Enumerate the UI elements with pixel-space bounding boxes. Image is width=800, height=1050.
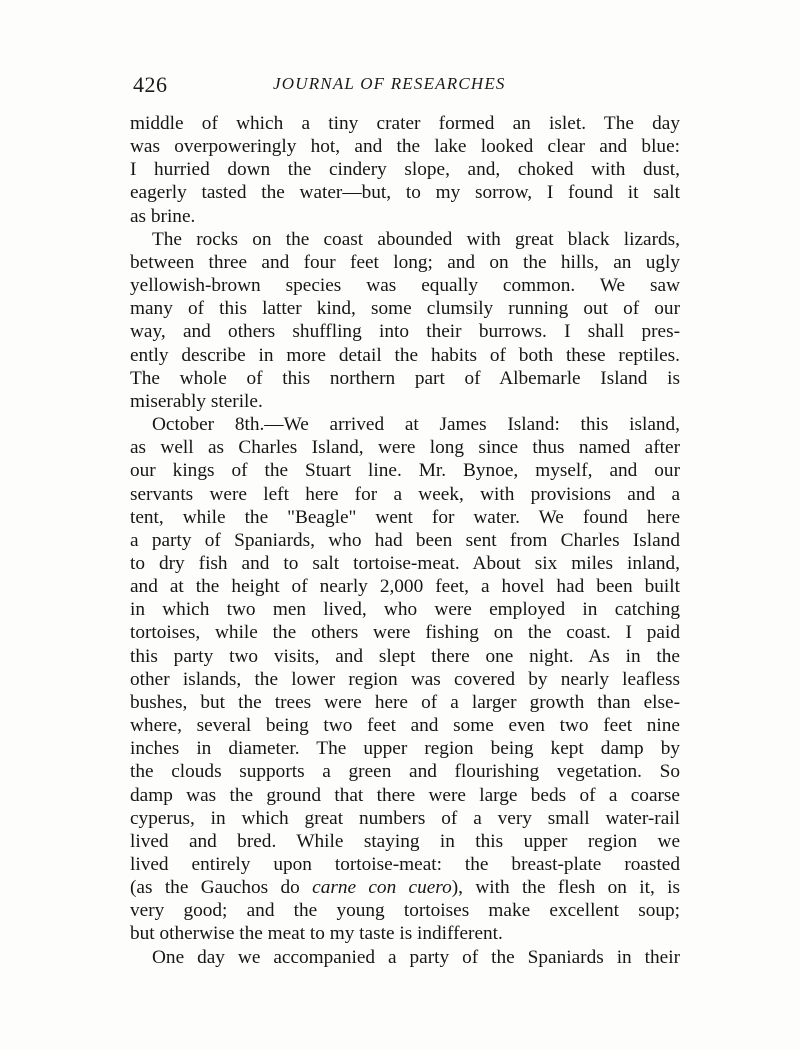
- text-line: One day we accompanied a party of the Spaniards in their: [152, 946, 680, 968]
- text-line: way, and others shuffling into their burrows. I shall pres-: [130, 321, 680, 343]
- running-head: JOURNAL OF RESEARCHES: [273, 74, 506, 93]
- text-line: very good; and the young tortoises make excellent soup;: [130, 900, 680, 922]
- text-line: I hurried down the cindery slope, and, choked with dust,: [130, 159, 680, 181]
- text-line: a party of Spaniards, who had been sent from Charles Island: [130, 529, 680, 551]
- text-line: miserably sterile.: [130, 390, 263, 412]
- text-line: servants were left here for a week, with provisions and a: [130, 483, 680, 505]
- text-line: between three and four feet long; and on the hills, an ugly: [130, 251, 680, 273]
- text-line: lived entirely upon tortoise-meat: the breast-plate roasted: [130, 854, 680, 875]
- text-line: many of this latter kind, some clumsily running out of our: [130, 298, 680, 320]
- text-line: and at the height of nearly 2,000 feet, a hovel had been built: [130, 576, 680, 598]
- text-line: as well as Charles Island, were long since thus named after: [130, 437, 680, 459]
- paragraph: [130, 413, 680, 946]
- text-line: tent, while the "Beagle" went for water. We found here: [130, 506, 680, 528]
- text-line: as brine.: [130, 205, 196, 227]
- text-line: but otherwise the meat to my taste is indifferent.: [130, 923, 503, 945]
- text-line: the clouds supports a green and flourishing vegetation. So: [130, 761, 680, 783]
- text-line: in which two men lived, who were employed in catching: [130, 599, 680, 621]
- text-line: The rocks on the coast abounded with great black lizards,: [152, 228, 680, 250]
- text-line-with-italic: [130, 876, 680, 899]
- text-line: damp was the ground that there were large beds of a coarse: [130, 784, 680, 806]
- text-line: eagerly tasted the water—but, to my sorrow, I found it salt: [130, 182, 680, 204]
- paragraph: [130, 946, 680, 969]
- text-line: where, several being two feet and some even two feet nine: [130, 715, 680, 737]
- text-line: our kings of the Stuart line. Mr. Bynoe, myself, and our: [130, 460, 680, 482]
- text-segment: ), with the flesh on it, is: [451, 877, 680, 899]
- text-line: other islands, the lower region was covered by nearly leafless: [130, 668, 680, 690]
- text-segment: (as the Gauchos do: [130, 877, 313, 899]
- text-line: inches in diameter. The upper region being kept damp by: [130, 738, 680, 760]
- text-line: The whole of this northern part of Albemarle Island is: [130, 367, 680, 389]
- page-header: [133, 72, 678, 102]
- text-line: lived and bred. While staying in this upper region we: [130, 830, 680, 852]
- text-line: was overpoweringly hot, and the lake looked clear and blue:: [130, 136, 680, 158]
- text-line: ently describe in more detail the habits of both these reptiles.: [130, 344, 680, 366]
- text-line: middle of which a tiny crater formed an islet. The day: [130, 113, 680, 134]
- page-number: 426: [133, 72, 168, 97]
- paragraph: [130, 228, 680, 413]
- text-line: tortoises, while the others were fishing on the coast. I paid: [130, 622, 680, 644]
- text-line: to dry fish and to salt tortoise-meat. About six miles inland,: [130, 552, 680, 574]
- paragraph: [130, 112, 680, 228]
- text-line: yellowish-brown species was equally common. We saw: [130, 275, 680, 297]
- text-line: this party two visits, and slept there one night. As in the: [130, 645, 680, 667]
- text-line: cyperus, in which great numbers of a very small water-rail: [130, 807, 680, 829]
- body-text: [130, 112, 680, 969]
- italic-phrase: carne con cuero: [312, 877, 452, 899]
- text-line: bushes, but the trees were here of a larger growth than else-: [130, 691, 680, 713]
- text-line: October 8th.—We arrived at James Island: this island,: [152, 414, 680, 436]
